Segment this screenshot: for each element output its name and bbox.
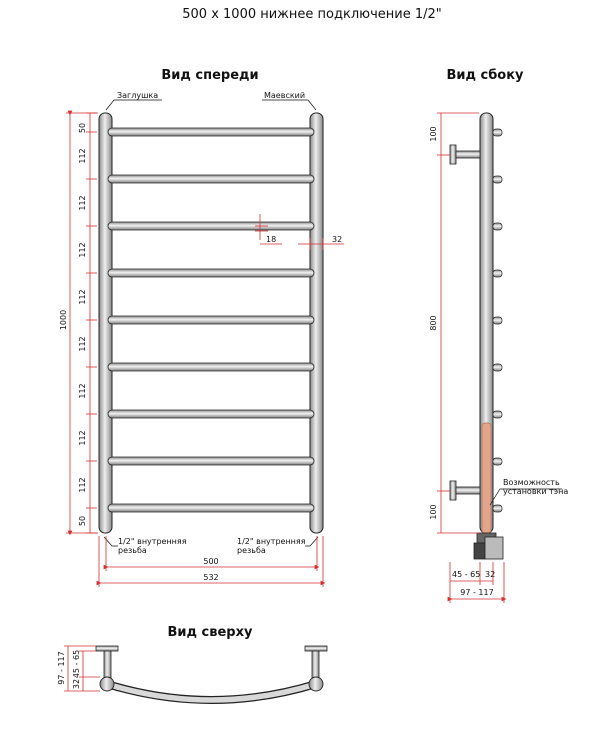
side-dimension-ticks	[437, 113, 479, 533]
side-bar-end	[493, 411, 502, 418]
side-bar-end	[493, 129, 502, 136]
rung	[108, 128, 314, 136]
segment-label: 112	[78, 430, 87, 446]
side-bar-end	[493, 176, 502, 183]
thread-right-label: 1/2" внутренняя	[237, 537, 306, 546]
top-view	[57, 646, 327, 700]
side-bar-end	[493, 317, 502, 324]
rung	[108, 175, 314, 183]
mayevsky-leader	[262, 100, 316, 110]
top-view-title: Вид сверху	[167, 625, 253, 640]
bottom-connection	[474, 533, 503, 559]
rung	[108, 316, 314, 324]
front-view	[59, 91, 344, 587]
segment-label: 50	[78, 515, 87, 527]
rung	[108, 269, 314, 277]
overall-width-label: 532	[203, 573, 219, 582]
side-middle-label: 800	[429, 315, 438, 331]
pipe-diameter-label: 32	[332, 235, 343, 244]
rung	[108, 363, 314, 371]
drawing-title: 500 x 1000 нижнее подключение 1/2"	[182, 7, 442, 22]
segment-label: 112	[78, 148, 87, 164]
side-bar-ends	[493, 129, 502, 512]
top-wall-mount-left	[96, 646, 118, 678]
top-offset-label: 45 - 65	[72, 649, 81, 679]
segment-label: 112	[78, 477, 87, 493]
mayevsky-label: Маевский	[264, 91, 306, 100]
bar-diameter-label: 18	[266, 235, 277, 244]
plug-leader	[106, 100, 162, 110]
segment-label: 112	[78, 336, 87, 352]
top-wall-mount-right	[305, 646, 327, 678]
segment-label: 112	[78, 383, 87, 399]
side-depth-label: 97 - 117	[460, 588, 494, 597]
rung	[108, 504, 314, 512]
side-top-label: 100	[429, 126, 438, 142]
segment-label: 112	[78, 289, 87, 305]
rung	[108, 457, 314, 465]
side-bottom-label: 100	[429, 504, 438, 520]
top-right-collector	[309, 677, 323, 691]
thread-left-label: 1/2" внутренняя	[118, 537, 187, 546]
thread-right-leader	[305, 537, 318, 546]
rungs	[108, 128, 314, 512]
top-left-collector	[100, 677, 114, 691]
side-bar-end	[493, 270, 502, 277]
center-width-label: 500	[203, 557, 219, 566]
top-bar	[107, 684, 316, 700]
front-view-title: Вид спереди	[161, 68, 259, 83]
side-view	[429, 113, 568, 603]
segment-label: 112	[78, 242, 87, 258]
rung	[108, 222, 314, 230]
wall-mount-top	[450, 145, 480, 164]
thread-right-label-2: резьба	[237, 546, 266, 555]
wall-mount-bottom	[450, 481, 480, 500]
overall-height-label: 1000	[59, 309, 68, 331]
side-bar-end	[493, 505, 502, 512]
thread-left-label-2: резьба	[118, 546, 147, 555]
side-bar-end	[493, 223, 502, 230]
heater-label: Возможность	[503, 478, 560, 487]
plug-label: Заглушка	[117, 91, 159, 100]
heater-element	[482, 423, 491, 533]
top-depth-label: 97 - 117	[57, 651, 66, 685]
side-bar-end	[493, 364, 502, 371]
segment-ticks	[86, 113, 97, 533]
segment-label: 112	[78, 195, 87, 211]
side-offset-label: 45 - 65	[452, 570, 481, 579]
rung	[108, 410, 314, 418]
top-pipe-label: 32	[72, 678, 81, 690]
segment-label: 50	[78, 122, 87, 134]
side-view-title: Вид сбоку	[446, 68, 524, 83]
side-bar-end	[493, 458, 502, 465]
side-pipe-label: 32	[485, 570, 496, 579]
heater-label-2: установки тэна	[503, 487, 569, 496]
